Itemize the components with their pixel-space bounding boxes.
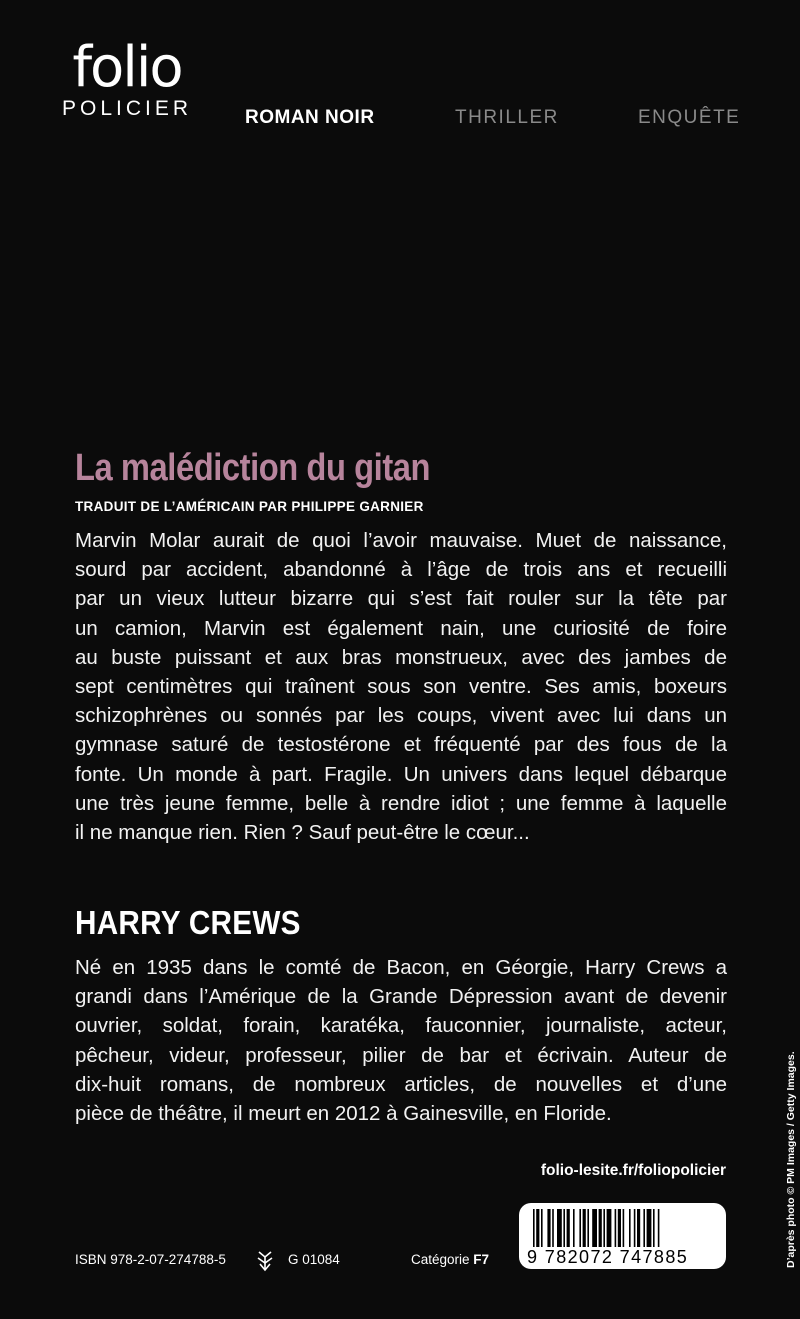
barcode-bar bbox=[599, 1209, 602, 1247]
author-bio bbox=[75, 953, 727, 1128]
barcode-bar bbox=[552, 1209, 554, 1247]
bio-line: Né en 1935 dans le comté de Bacon, en Géorgie, Harry Crews a bbox=[75, 956, 727, 979]
bio-line: dix-huit romans, de nombreux articles, de nouvelles et d’une bbox=[75, 1072, 727, 1096]
synopsis-line: sourd par accident, abandonné à l’âge de trois ans et recueilli bbox=[75, 558, 727, 582]
barcode-bar bbox=[618, 1209, 621, 1247]
genre-roman-noir: ROMAN NOIR bbox=[245, 107, 375, 128]
synopsis bbox=[75, 526, 727, 847]
barcode-bar bbox=[615, 1209, 617, 1247]
website-link[interactable]: folio-lesite.fr/foliopolicier bbox=[540, 1162, 726, 1179]
gallimard-logo-icon bbox=[253, 1249, 277, 1273]
barcode-bar bbox=[592, 1209, 597, 1247]
synopsis-line: fonte. Un monde à part. Fragile. Un univers dans lequel débarque bbox=[75, 762, 727, 786]
synopsis-line: une très jeune femme, belle à rendre idiot ; une femme à laquelle bbox=[75, 791, 727, 815]
barcode-bar bbox=[603, 1209, 605, 1247]
folio-logo bbox=[52, 35, 202, 120]
barcode-bar bbox=[536, 1209, 539, 1247]
translator-credit: TRADUIT DE L’AMÉRICAIN PAR PHILIPPE GARNIER bbox=[75, 499, 424, 514]
barcode-bar bbox=[607, 1209, 612, 1247]
barcode-number: 9 782072 747885 bbox=[527, 1247, 689, 1267]
barcode-bar bbox=[579, 1209, 581, 1247]
bio-line: pêcheur, videur, professeur, pilier de bar et écrivain. Auteur de bbox=[75, 1043, 727, 1067]
barcode-bars bbox=[533, 1209, 721, 1247]
book-title: La malédiction du gitan bbox=[75, 447, 431, 489]
bio-line: grandi dans l’Amérique de la Grande Dépression avant de devenir bbox=[75, 985, 727, 1009]
barcode-bar bbox=[563, 1209, 565, 1247]
synopsis-line: un camion, Marvin est également nain, une curiosité de foire bbox=[75, 616, 727, 640]
bio-line: pièce de théâtre, il meurt en 2012 à Gainesville, en Floride. bbox=[75, 1102, 612, 1126]
synopsis-line: au buste puissant et aux bras monstrueux, avec des jambes de bbox=[75, 645, 727, 669]
barcode-bar bbox=[587, 1209, 589, 1247]
barcode-bar bbox=[557, 1209, 562, 1247]
category bbox=[411, 1252, 489, 1267]
synopsis-line: par un vieux lutteur bizarre qui s’est fait rouler sur la tête par bbox=[75, 587, 727, 611]
barcode-bar bbox=[643, 1209, 645, 1247]
barcode-bar bbox=[567, 1209, 570, 1247]
brand-collection: POLICIER bbox=[61, 97, 193, 120]
photo-credit: D’après photo © PM Images / Getty Images. bbox=[785, 1051, 797, 1268]
isbn: ISBN 978-2-07-274788-5 bbox=[75, 1252, 226, 1267]
synopsis-line: Marvin Molar aurait de quoi l’avoir mauvaise. Muet de naissance, bbox=[75, 529, 727, 552]
barcode-bar bbox=[653, 1209, 655, 1247]
barcode-bar bbox=[634, 1209, 636, 1247]
genre-thriller: THRILLER bbox=[455, 107, 559, 128]
barcode-bar bbox=[658, 1209, 660, 1247]
barcode-bar bbox=[573, 1209, 575, 1247]
barcode-bar bbox=[547, 1209, 550, 1247]
author-name: HARRY CREWS bbox=[75, 904, 301, 941]
barcode-bar bbox=[583, 1209, 586, 1247]
synopsis-line: gymnase saturé de testostérone et fréquenté par des fous de la bbox=[75, 733, 727, 757]
barcode-bar bbox=[623, 1209, 625, 1247]
barcode-bar bbox=[533, 1209, 535, 1247]
g-code: G 01084 bbox=[288, 1252, 340, 1267]
synopsis-line: schizophrènes ou sonnés par les coups, vivent avec lui dans un bbox=[75, 704, 727, 728]
barcode bbox=[519, 1203, 726, 1269]
brand-logo-text: folio bbox=[72, 35, 182, 100]
bio-line: ouvrier, soldat, forain, karatéka, fauconnier, journaliste, acteur, bbox=[75, 1014, 727, 1038]
genre-enquete: ENQUÊTE bbox=[638, 107, 741, 128]
barcode-bar bbox=[541, 1209, 543, 1247]
category-value: F7 bbox=[473, 1252, 490, 1267]
barcode-bar bbox=[637, 1209, 640, 1247]
synopsis-line: il ne manque rien. Rien ? Sauf peut-être le cœur... bbox=[75, 821, 530, 845]
barcode-bar bbox=[647, 1209, 652, 1247]
barcode-bar bbox=[629, 1209, 631, 1247]
category-label: Catégorie bbox=[411, 1252, 474, 1267]
synopsis-line: sept centimètres qui traînent sous son ventre. Ses amis, boxeurs bbox=[75, 675, 727, 699]
